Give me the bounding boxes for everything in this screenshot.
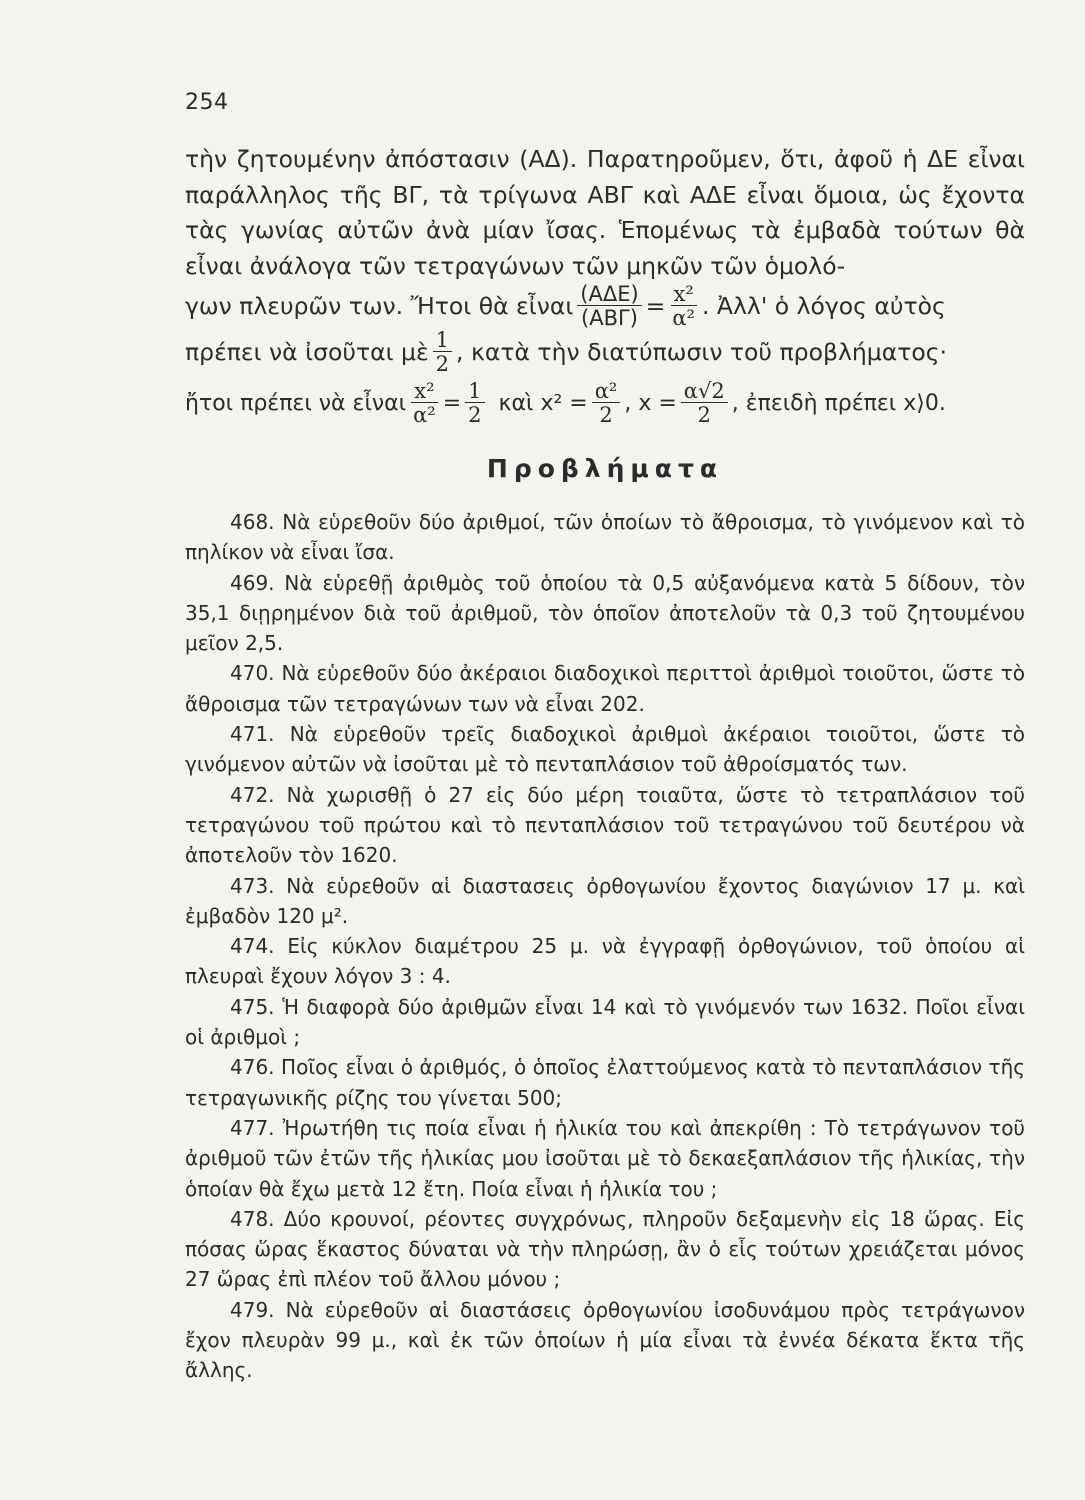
problems-list bbox=[185, 507, 1025, 1386]
problem-text: Νὰ εὑρεθοῦν δύο ἀκέραιοι διαδοχικοὶ περιττοὶ ἀριθμοὶ τοιοῦτοι, ὥστε τὸ ἄθροισμα τῶν τετραγώνων των νὰ εἶναι 202. bbox=[185, 661, 1025, 716]
fraction-numerator: α√2 bbox=[681, 381, 728, 403]
equals-sign: = bbox=[645, 292, 666, 320]
page-number: 254 bbox=[185, 90, 229, 115]
solution-line bbox=[185, 376, 1025, 430]
problem-number: 470. bbox=[230, 661, 275, 686]
problem-number: 474. bbox=[230, 934, 275, 959]
problem-number: 478. bbox=[230, 1206, 275, 1231]
problem-text: Νὰ χωρισθῇ ὁ 27 εἰς δύο μέρη τοιαῦτα, ὥστε τὸ τετραπλάσιον τοῦ τετραγώνου τοῦ πρώτου καὶ τὸ πενταπλάσιον τοῦ τετραγώνου τοῦ δευτέρου νὰ ἀποτελοῦν τὸν 1620. bbox=[185, 782, 1025, 868]
fraction-numerator: (ΑΔΕ) bbox=[577, 284, 641, 306]
problem-number: 472. bbox=[230, 782, 275, 807]
solution-line-text: ἤτοι πρέπει νὰ εἶναι bbox=[185, 390, 407, 416]
fraction-numerator: x² bbox=[411, 381, 437, 403]
problem-item bbox=[185, 931, 1025, 992]
problem-text: Νὰ εὑρεθῇ ἀριθμὸς τοῦ ὁποίου τὰ 0,5 αὐξανόμενα κατὰ 5 δίδουν, τὸν 35,1 διῃρημένον διὰ τοῦ ἀριθμοῦ, τὸν ὁποῖον ἀποτελοῦν τὰ 0,3 τοῦ ζητουμένου μεῖον 2,5. bbox=[185, 570, 1025, 656]
equals-sign: = bbox=[442, 390, 462, 416]
problem-text: Ποῖος εἶναι ὁ ἀριθμός, ὁ ὁποῖος ἐλαττούμενος κατὰ τὸ πενταπλάσιον τῆς τετραγωνικῆς ρίζης του γίνεται 500; bbox=[185, 1055, 1026, 1110]
half-line-text: πρέπει νὰ ἰσοῦται μὲ bbox=[185, 338, 429, 366]
problem-item bbox=[185, 1052, 1025, 1113]
problem-item bbox=[185, 1204, 1025, 1295]
problem-number: 469. bbox=[230, 570, 275, 595]
x-alpha-fraction-2 bbox=[410, 378, 439, 427]
solution-line-tail: , ἐπειδὴ πρέπει x⟩0. bbox=[731, 390, 946, 416]
fraction-denominator: α² bbox=[413, 402, 436, 427]
problem-item bbox=[185, 719, 1025, 780]
one-half-fraction bbox=[433, 327, 452, 376]
problem-item bbox=[185, 1113, 1025, 1204]
section-heading: Προβλήματα bbox=[486, 454, 724, 483]
problem-item bbox=[185, 507, 1025, 568]
problem-number: 473. bbox=[230, 873, 275, 898]
fraction-denominator: 2 bbox=[697, 402, 711, 427]
problem-number: 479. bbox=[230, 1297, 275, 1322]
ratio-line-tail: . Ἀλλ' ὁ λόγος αὐτὸς bbox=[701, 292, 946, 320]
problem-number: 471. bbox=[230, 722, 275, 747]
problem-number: 468. bbox=[230, 510, 275, 534]
fraction-denominator: 2 bbox=[468, 402, 482, 427]
problem-item bbox=[185, 658, 1025, 719]
problem-item bbox=[185, 1295, 1025, 1386]
alpha-root-two-fraction bbox=[681, 378, 728, 427]
half-line-tail: , κατὰ τὴν διατύπωσιν τοῦ προβλήματος· bbox=[456, 338, 947, 366]
problem-text: Νὰ εὑρεθοῦν δύο ἀριθμοί, τῶν ὁποίων τὸ ἄθροισμα, τὸ γινόμενον καὶ τὸ πηλίκον νὰ εἶναι ἴσα. bbox=[185, 510, 1026, 565]
fraction-numerator: α² bbox=[592, 381, 621, 403]
problem-text: Νὰ εὑρεθοῦν τρεῖς διαδοχικοὶ ἀριθμοὶ ἀκέραιοι τοιοῦτοι, ὥστε τὸ γινόμενον αὐτῶν νὰ ἰσοῦται μὲ τὸ πενταπλάσιον τοῦ ἀθροίσματός των. bbox=[185, 722, 1025, 777]
half-line bbox=[185, 328, 1025, 376]
problem-text: Δύο κρουνοί, ρέοντες συγχρόνως, πληροῦν δεξαμενὴν εἰς 18 ὥρας. Εἰς πόσας ὥρας ἕκαστος δύναται νὰ τὴν πληρώσῃ, ἂν ὁ εἷς τούτων χρειάζεται μόνος 27 ὥρας ἐπὶ πλέον τοῦ ἄλλου μόνου ; bbox=[185, 1206, 1026, 1292]
problem-text: Εἰς κύκλον διαμέτρου 25 μ. νὰ ἐγγραφῇ ὀρθογώνιον, τοῦ ὁποίου αἱ πλευραὶ ἔχουν λόγον 3 : 4. bbox=[185, 934, 1026, 989]
area-ratio-fraction bbox=[577, 281, 641, 330]
fraction-denominator: 2 bbox=[435, 351, 450, 376]
alpha-half-fraction bbox=[592, 378, 621, 427]
problem-number: 475. bbox=[230, 994, 275, 1019]
fraction-numerator: 1 bbox=[433, 330, 452, 352]
intro-paragraph: τὴν ζητουμένην ἀπόστασιν (ΑΔ). Παρατηροῦμεν, ὅτι, ἀφοῦ ἡ ΔΕ εἶναι παράλληλος τῆς ΒΓ, τὰ τρίγωνα ΑΒΓ καὶ ΑΔΕ εἶναι ὅμοια, ὡς ἔχοντα τὰς γωνίας αὐτῶν ἀνὰ μίαν ἴσας. Ἑπομένως τὰ ἐμβαδὰ τούτων θὰ εἶναι ἀνάλογα τῶν τετραγώνων τῶν μηκῶν τῶν ὁμολό- bbox=[185, 145, 1025, 280]
problem-number: 477. bbox=[230, 1115, 275, 1140]
ratio-line-text: γων πλευρῶν των. Ἤτοι θὰ εἶναι bbox=[185, 292, 574, 320]
solution-x-text: , x = bbox=[624, 390, 677, 416]
one-half-fraction-2 bbox=[465, 378, 484, 427]
solution-and-text: καὶ x² = bbox=[498, 390, 588, 416]
fraction-denominator: (ΑΒΓ) bbox=[581, 305, 638, 330]
fraction-numerator: x² bbox=[671, 284, 697, 306]
page-body bbox=[185, 142, 1025, 1386]
problem-item bbox=[185, 992, 1025, 1053]
x-alpha-fraction bbox=[669, 281, 698, 330]
problem-number: 476. bbox=[230, 1055, 275, 1080]
problem-text: Νὰ εὑρεθοῦν αἱ διαστάσεις ὀρθογωνίου ἰσοδυνάμου πρὸς τετράγωνον ἔχον πλευρὰν 99 μ., καὶ ἐκ τῶν ὁποίων ἡ μία εἶναι τὰ ἐννέα δέκατα ἕκτα τῆς ἄλλης. bbox=[185, 1297, 1026, 1383]
problem-item bbox=[185, 871, 1025, 932]
problem-text: Ἡ διαφορὰ δύο ἀριθμῶν εἶναι 14 καὶ τὸ γινόμενόν των 1632. Ποῖοι εἶναι οἱ ἀριθμοὶ ; bbox=[185, 994, 1026, 1050]
fraction-numerator: 1 bbox=[465, 381, 484, 403]
fraction-denominator: α² bbox=[672, 305, 695, 330]
ratio-line bbox=[185, 281, 1025, 330]
fraction-denominator: 2 bbox=[599, 402, 613, 427]
problem-text: Νὰ εὑρεθοῦν αἱ διαστασεις ὀρθογωνίου ἔχοντος διαγώνιον 17 μ. καὶ ἐμβαδὸν 120 μ². bbox=[185, 873, 1025, 928]
problem-item bbox=[185, 780, 1025, 871]
problem-item bbox=[185, 568, 1025, 659]
problem-text: Ἠρωτήθη τις ποία εἶναι ἡ ἡλικία του καὶ ἀπεκρίθη : Τὸ τετράγωνον τοῦ ἀριθμοῦ τῶν ἐτῶν τῆς ἡλικίας μου ἰσοῦται μὲ τὸ δεκαεξαπλάσιον τῆς ἡλικίας, τὴν ὁποίαν θὰ ἔχω μετὰ 12 ἔτη. Ποία εἶναι ἡ ἡλικία του ; bbox=[185, 1115, 1026, 1201]
